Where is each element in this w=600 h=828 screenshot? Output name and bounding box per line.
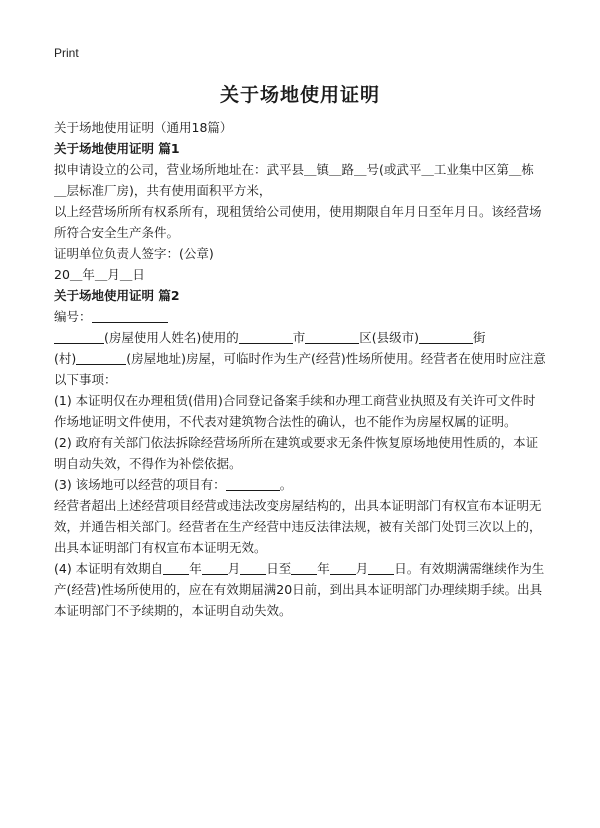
number-label: 编号： bbox=[54, 309, 92, 324]
district-blank bbox=[305, 329, 359, 344]
section-2-address-paragraph bbox=[54, 348, 546, 390]
item-4-rest: 日。有效期满需继续作为生产(经营)性场所使用的，应在有效期届满20日前，到出具本证明部门办理续期手续。出具本证明部门不予续期的，本证明自动失效。 bbox=[54, 561, 545, 618]
item-4-month2: 月 bbox=[355, 561, 369, 576]
person-blank bbox=[54, 329, 104, 344]
item-4-year: 年 bbox=[189, 561, 202, 576]
item-4-month-blank bbox=[202, 560, 228, 575]
section-1-heading: 关于场地使用证明 篇1 bbox=[54, 141, 180, 156]
print-link[interactable]: Print bbox=[54, 46, 79, 60]
page-title: 关于场地使用证明 bbox=[219, 84, 380, 106]
document-body bbox=[54, 117, 546, 621]
item-3-end: 。 bbox=[279, 477, 293, 492]
address-blank bbox=[76, 350, 126, 365]
item-4-year2-blank bbox=[291, 560, 317, 575]
item-4-day-blank bbox=[240, 560, 266, 575]
section-2-item-2: (2) 政府有关部门依法拆除经营场所所在建筑或要求无条件恢复原场地使用性质的，本证明自动失效，不得作为补偿依据。 bbox=[54, 435, 539, 471]
item-3-blank bbox=[226, 476, 280, 491]
section-2-violation-paragraph: 经营者超出上述经营项目经营或违法改变房屋结构的，出具本证明部门有权宣布本证明无效，并通告相关部门。经营者在生产经营中违反法律法规，被有关部门处罚三次以上的，出具本证明部门有权宣布本证明无效。 bbox=[54, 498, 542, 555]
section-1-paragraph-1: 拟申请设立的公司，营业场所地址在：武平县＿镇＿路＿号(或武平＿工业集中区第＿栋＿层标准厂房)，共有使用面积平方米， bbox=[54, 162, 534, 198]
section-1-date: 20＿年＿月＿日 bbox=[54, 267, 145, 282]
section-2-item-1: (1) 本证明仅在办理租赁(借用)合同登记备案手续和办理工商营业执照及有关许可文件时作场地证明文件使用，不代表对建筑物合法性的确认，也不能作为房屋权属的证明。 bbox=[54, 393, 536, 429]
item-4-label: (4) 本证明有效期自 bbox=[54, 561, 164, 576]
section-2-item-3 bbox=[54, 474, 546, 495]
section-1-paragraph-2: 以上经营场所所有权系所有，现租赁给公司使用，使用期限自年月日至年月日。该经营场所符合安全生产条件。 bbox=[54, 204, 542, 240]
section-2-location-line bbox=[54, 327, 546, 348]
number-blank bbox=[92, 308, 168, 323]
person-label: (房屋使用人姓名)使用的 bbox=[104, 330, 239, 345]
document-subtitle: 关于场地使用证明（通用18篇） bbox=[54, 120, 233, 135]
street-label: 街 bbox=[473, 330, 486, 345]
section-2-number-line bbox=[54, 306, 546, 327]
address-text: (房屋地址)房屋，可临时作为生产(经营)性场所使用。经营者在使用时应注意以下事项： bbox=[54, 351, 546, 387]
item-4-month2-blank bbox=[330, 560, 356, 575]
section-2-heading: 关于场地使用证明 篇2 bbox=[54, 288, 180, 303]
item-4-day-to: 日至 bbox=[266, 561, 292, 576]
item-4-year-blank bbox=[163, 560, 189, 575]
item-4-month: 月 bbox=[227, 561, 241, 576]
item-4-day2-blank bbox=[368, 560, 394, 575]
item-3-label: (3) 该场地可以经营的项目有： bbox=[54, 477, 226, 492]
village-label: (村) bbox=[54, 351, 77, 366]
city-blank bbox=[239, 329, 293, 344]
section-2-item-4 bbox=[54, 558, 546, 621]
item-4-year2: 年 bbox=[317, 561, 330, 576]
section-1-signature: 证明单位负责人签字：(公章) bbox=[54, 246, 214, 261]
city-label: 市 bbox=[292, 330, 306, 345]
street-blank bbox=[419, 329, 473, 344]
district-label: 区(县级市) bbox=[359, 330, 420, 345]
